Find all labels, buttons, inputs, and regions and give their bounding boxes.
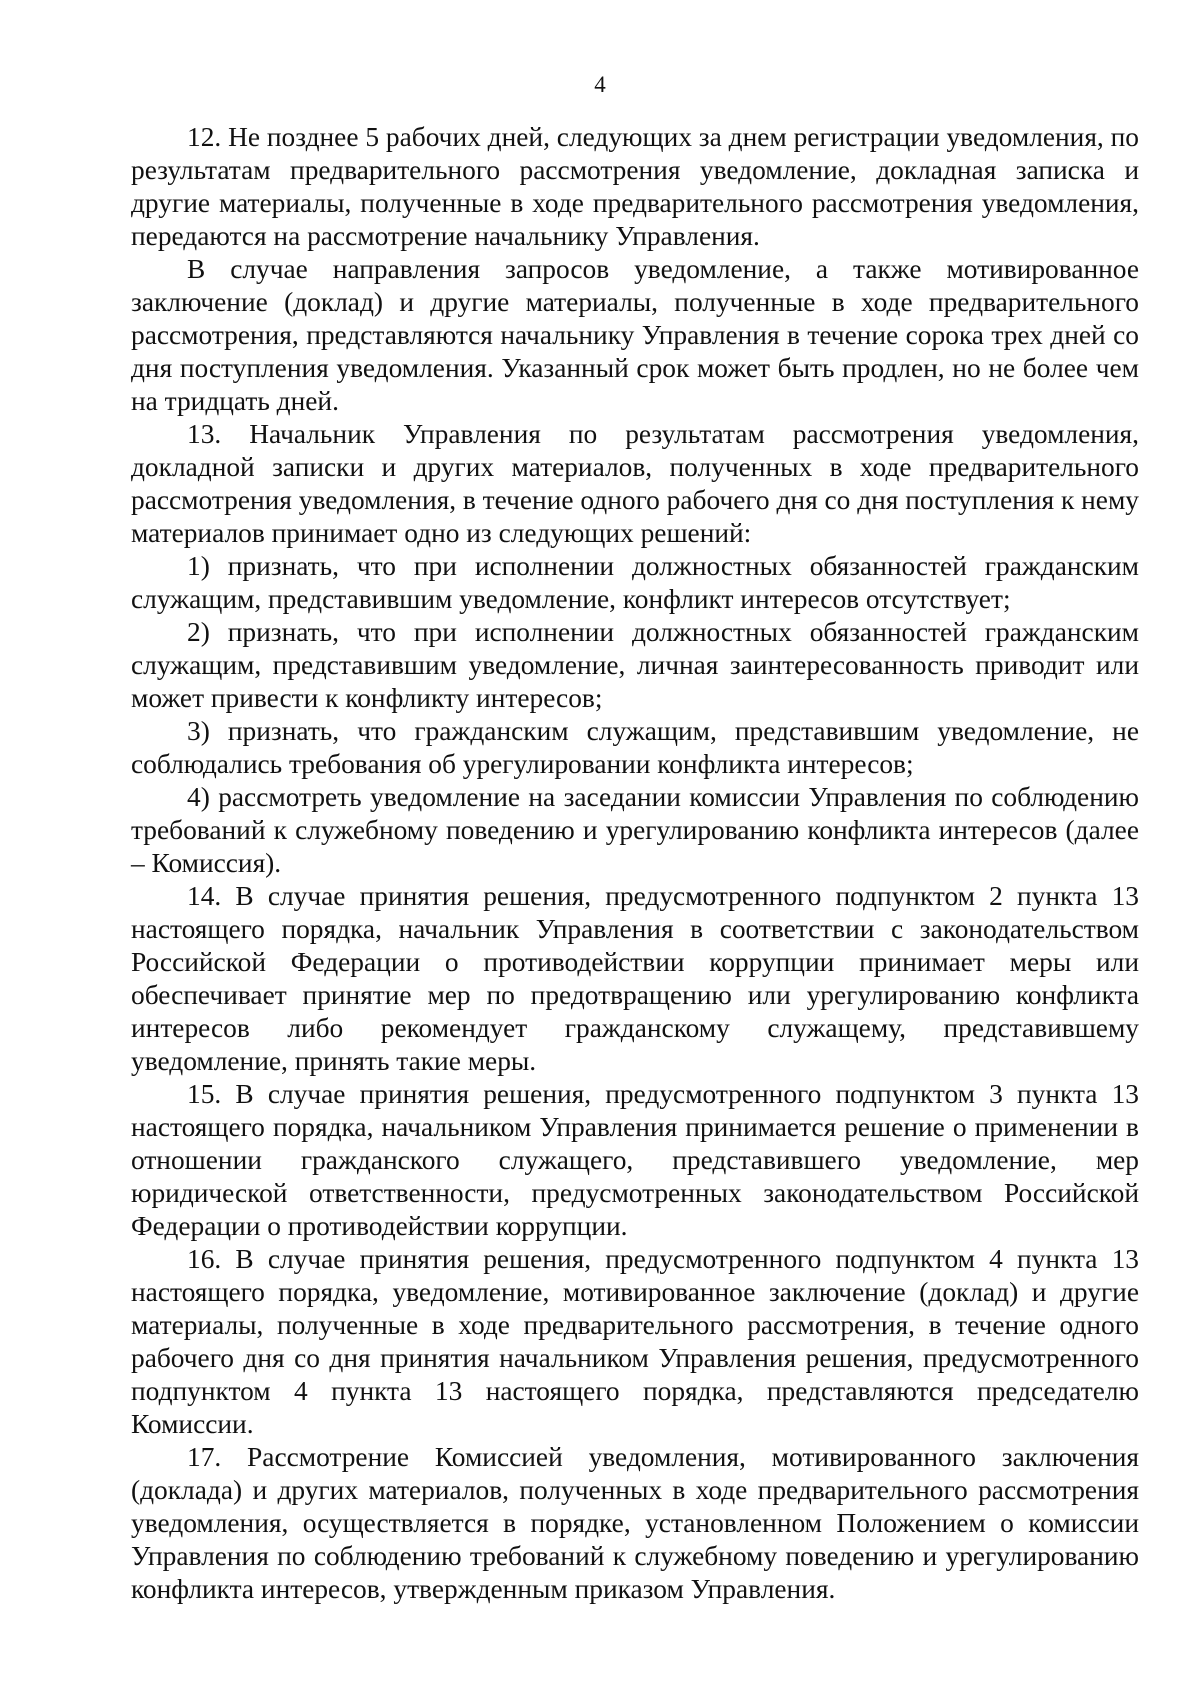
subitem-13-4: 4) рассмотреть уведомление на заседании комиссии Управления по соблюдению требований к служебному поведению и урегулированию конфликта интересов (далее – Комиссия). bbox=[131, 782, 1139, 878]
paragraph-13: 13. Начальник Управления по результатам рассмотрения уведомления, докладной записки и других материалов, полученных в ходе предварительного рассмотрения уведомления, в течение одного рабочего дня со дня поступления к нему материалов принимает одно из следующих решений: bbox=[131, 419, 1139, 548]
subitem-13-2: 2) признать, что при исполнении должностных обязанностей гражданским служащим, представившим уведомление, личная заинтересованность приводит или может привести к конфликту интересов; bbox=[131, 617, 1139, 713]
paragraph-15: 15. В случае принятия решения, предусмотренного подпунктом 3 пункта 13 настоящего порядка, начальником Управления принимается решение о применении в отношении гражданского служащего, представившего уведомление, мер юридической ответственности, предусмотренных законодательством Российской Федерации о противодействии коррупции. bbox=[131, 1079, 1139, 1241]
paragraph-16: 16. В случае принятия решения, предусмотренного подпунктом 4 пункта 13 настоящего порядка, уведомление, мотивированное заключение (доклад) и другие материалы, полученные в ходе предварительного рассмотрения, в течение одного рабочего дня со дня принятия начальником Управления решения, предусмотренного подпунктом 4 пункта 13 настоящего порядка, представляются председателю Комиссии. bbox=[131, 1244, 1139, 1439]
paragraph-12: 12. Не позднее 5 рабочих дней, следующих за днем регистрации уведомления, по результатам предварительного рассмотрения уведомление, докладная записка и другие материалы, полученные в ходе предварительного рассмотрения уведомления, передаются на рассмотрение начальнику Управления. bbox=[131, 122, 1139, 251]
document-body bbox=[131, 121, 1139, 1606]
page-number: 4 bbox=[594, 72, 606, 97]
paragraph-12-continuation: В случае направления запросов уведомление, а также мотивированное заключение (доклад) и другие материалы, полученные в ходе предварительного рассмотрения, представляются начальнику Управления в течение сорока трех дней со дня поступления уведомления. Указанный срок может быть продлен, но не более чем на тридцать дней. bbox=[131, 254, 1139, 416]
subitem-13-3: 3) признать, что гражданским служащим, представившим уведомление, не соблюдались требования об урегулировании конфликта интересов; bbox=[131, 716, 1139, 779]
paragraph-17: 17. Рассмотрение Комиссией уведомления, мотивированного заключения (доклада) и других материалов, полученных в ходе предварительного рассмотрения уведомления, осуществляется в порядке, установленном Положением о комиссии Управления по соблюдению требований к служебному поведению и урегулированию конфликта интересов, утвержденным приказом Управления. bbox=[131, 1442, 1139, 1604]
paragraph-14: 14. В случае принятия решения, предусмотренного подпунктом 2 пункта 13 настоящего порядка, начальник Управления в соответствии с законодательством Российской Федерации о противодействии коррупции принимает меры или обеспечивает принятие мер по предотвращению или урегулированию конфликта интересов либо рекомендует гражданскому служащему, представившему уведомление, принять такие меры. bbox=[131, 881, 1139, 1076]
subitem-13-1: 1) признать, что при исполнении должностных обязанностей гражданским служащим, представившим уведомление, конфликт интересов отсутствует; bbox=[131, 551, 1139, 614]
